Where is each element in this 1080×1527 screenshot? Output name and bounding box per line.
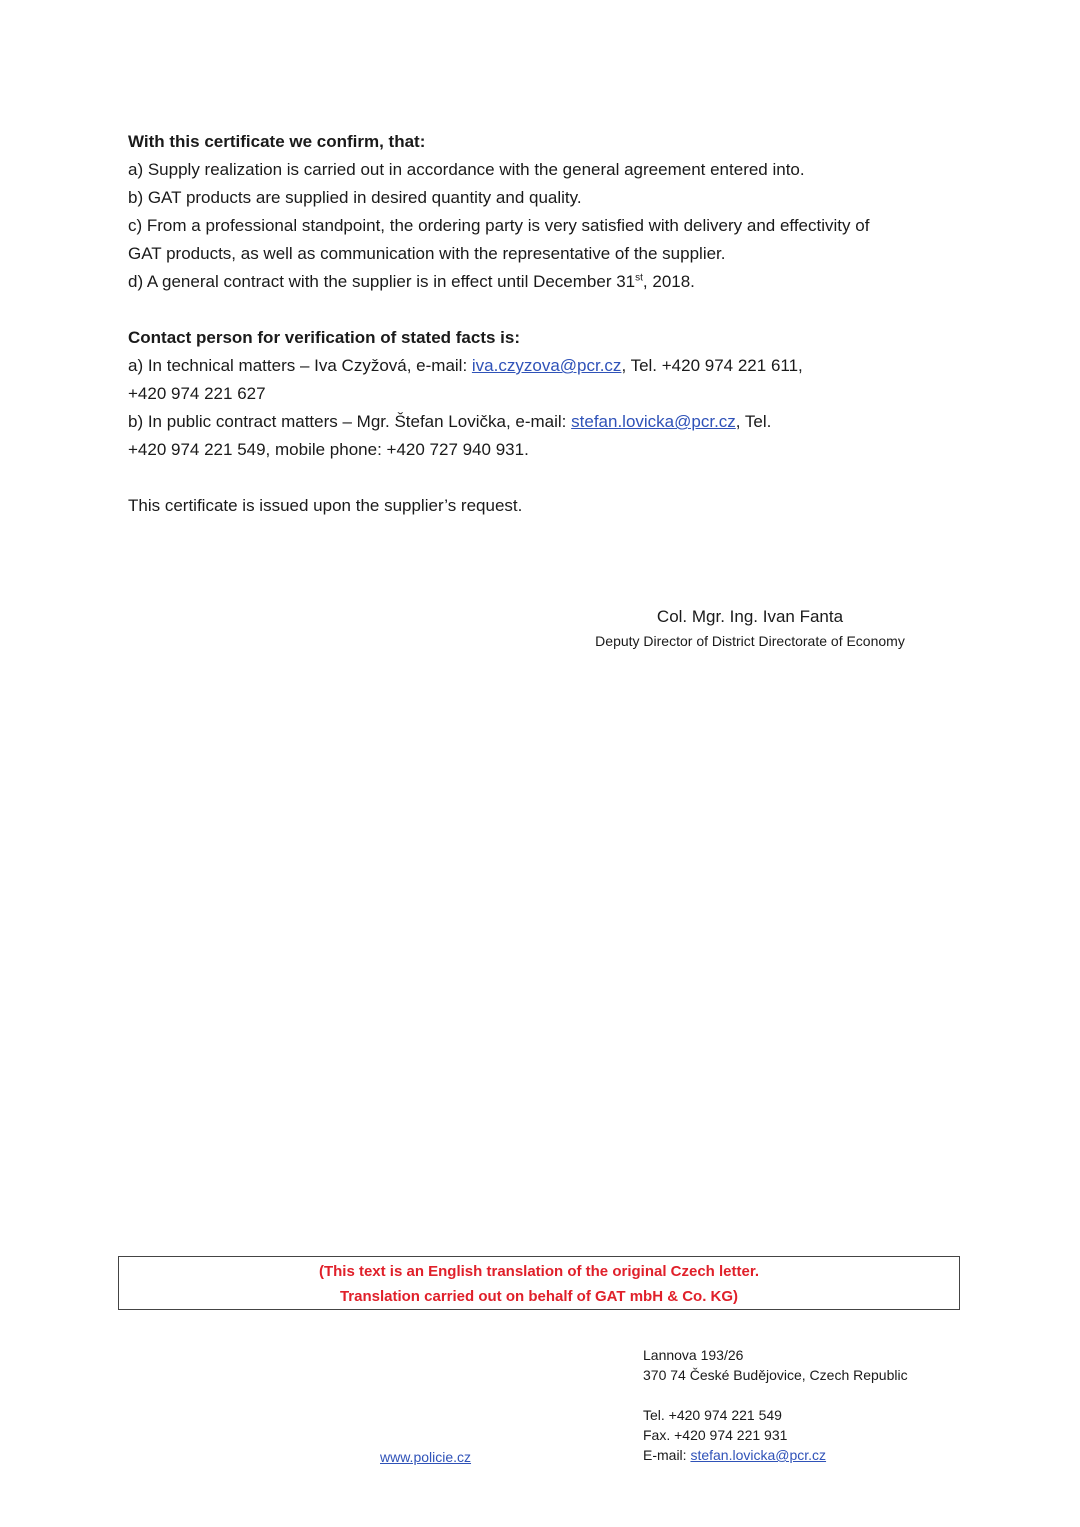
issued-statement: This certificate is issued upon the supplier’s request. [128,496,523,515]
confirm-item-c-line1: c) From a professional standpoint, the ordering party is very satisfied with delivery and effectivity of [128,216,870,235]
translation-notice-line2: Translation carried out on behalf of GAT mbH & Co. KG) [339,1288,739,1305]
footer-email [643,1445,908,1465]
signature-block [560,604,940,652]
confirm-item-d-text: d) A general contract with the supplier is in effect until December 31 [128,272,636,291]
letter-body [128,128,958,520]
contact-a-email-link[interactable]: iva.czyzova@pcr.cz [471,356,622,375]
confirm-item-d [128,268,958,296]
signatory-name: Col. Mgr. Ing. Ivan Fanta [656,607,844,626]
contact-a-text: a) In technical matters – Iva Czyžová, e-mail: [128,356,472,375]
contact-item-b-line2: +420 974 221 549, mobile phone: +420 727 940 931. [128,440,529,459]
confirm-item-a: a) Supply realization is carried out in accordance with the general agreement entered into. [128,160,805,179]
contact-b-text: b) In public contract matters – Mgr. Štefan Lovička, e-mail: [128,412,572,431]
contact-item-a [128,352,958,380]
translation-notice-line1: (This text is an English translation of the original Czech letter. [318,1263,760,1280]
address-city: 370 74 České Budějovice, Czech Republic [643,1367,908,1383]
contact-item-b [128,408,958,436]
confirm-item-d-year: , 2018. [642,272,695,291]
footer-website [380,1447,471,1467]
contact-heading: Contact person for verification of stated facts is: [128,328,521,347]
footer-fax: Fax. +420 974 221 931 [643,1427,788,1443]
footer-address [643,1345,908,1465]
contact-a-phone: , Tel. +420 974 221 611, [621,356,803,375]
confirm-item-b: b) GAT products are supplied in desired quantity and quality. [128,188,582,207]
footer-tel: Tel. +420 974 221 549 [643,1407,782,1423]
website-link[interactable]: www.policie.cz [380,1449,472,1465]
contact-b-email-link[interactable]: stefan.lovicka@pcr.cz [571,412,736,431]
confirm-heading: With this certificate we confirm, that: [128,132,426,151]
ordinal-suffix: st [635,272,643,284]
translation-notice [118,1256,960,1310]
contact-b-tel: , Tel. [735,412,772,431]
confirm-item-c-line2: GAT products, as well as communication with the representative of the supplier. [128,244,726,263]
footer-email-link[interactable]: stefan.lovicka@pcr.cz [690,1447,827,1463]
signatory-title: Deputy Director of District Directorate of Economy [595,633,905,649]
contact-item-a-line2: +420 974 221 627 [128,384,266,403]
address-street: Lannova 193/26 [643,1347,744,1363]
footer-email-label: E-mail: [643,1447,691,1463]
